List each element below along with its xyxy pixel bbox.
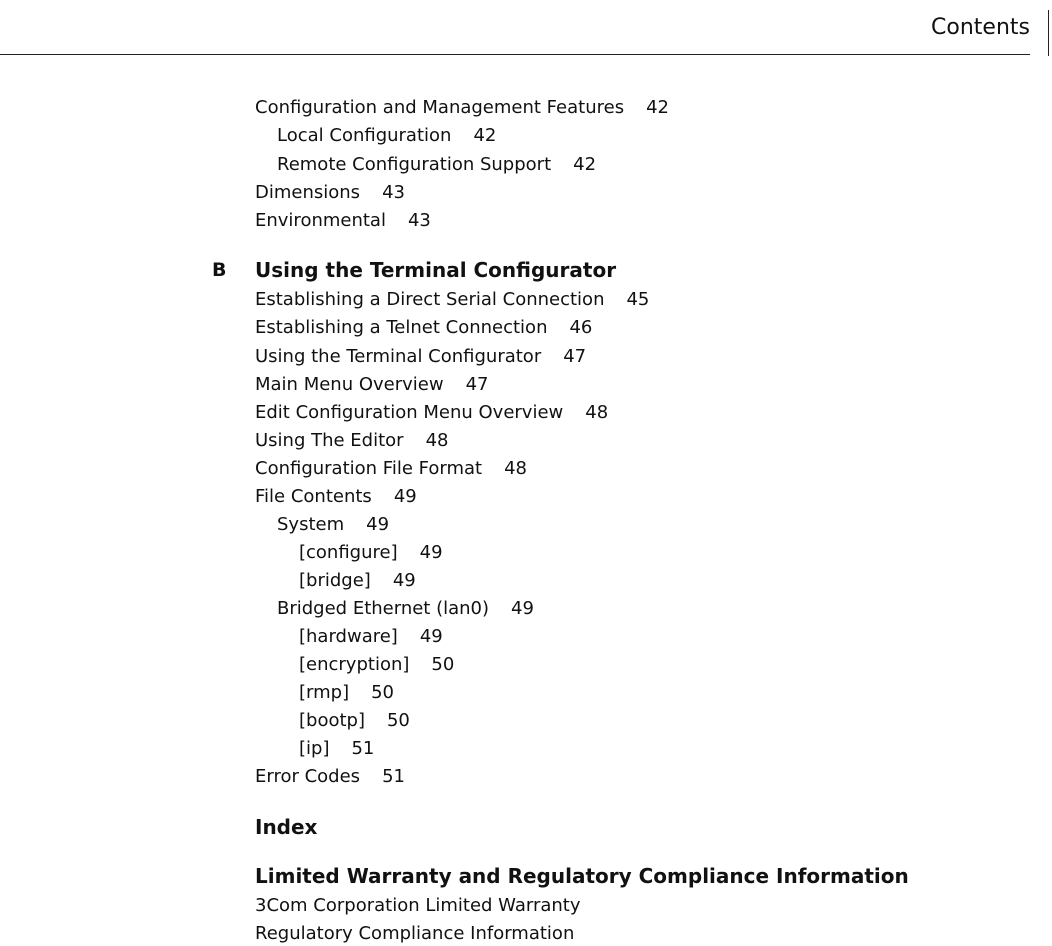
toc-entry-page: 49 bbox=[511, 598, 534, 619]
toc-entry-text: Edit Configuration Menu Overview bbox=[255, 402, 564, 423]
toc-entry-page: 43 bbox=[382, 182, 405, 203]
header-vertical-rule bbox=[1048, 10, 1049, 56]
toc-entry[interactable] bbox=[299, 737, 374, 761]
toc-entry-text: [bridge] bbox=[299, 570, 371, 591]
toc-entry[interactable] bbox=[299, 541, 443, 565]
toc-entry[interactable] bbox=[255, 288, 649, 312]
toc-entry-page: 48 bbox=[504, 458, 527, 479]
toc-entry[interactable] bbox=[255, 894, 581, 918]
appendix-title[interactable]: Using the Terminal Configurator bbox=[255, 258, 617, 282]
toc-entry-page: 43 bbox=[407, 210, 431, 231]
toc-entry-page: 46 bbox=[569, 317, 593, 338]
header-rule bbox=[0, 54, 1030, 55]
toc-entry[interactable] bbox=[255, 429, 449, 453]
toc-entry-text: Regulatory Compliance Information bbox=[255, 923, 575, 944]
toc-entry-page: 49 bbox=[393, 486, 417, 507]
toc-entry-text: Bridged Ethernet (lan0) bbox=[277, 598, 490, 619]
toc-entry-text: Establishing a Direct Serial Connection bbox=[255, 289, 605, 310]
toc-entry-text: Error Codes bbox=[255, 766, 361, 787]
toc-entry[interactable] bbox=[255, 316, 592, 340]
toc-entry[interactable] bbox=[255, 181, 405, 205]
toc-entry-text: Using The Editor bbox=[255, 430, 404, 451]
toc-entry-text: [configure] bbox=[299, 542, 398, 563]
toc-entry[interactable] bbox=[255, 457, 527, 481]
toc-entry[interactable] bbox=[255, 345, 586, 369]
toc-entry-text: Dimensions bbox=[255, 182, 361, 203]
toc-entry-page: 49 bbox=[366, 514, 390, 535]
toc-entry-page: 51 bbox=[351, 738, 375, 759]
toc-entry-text: [ip] bbox=[299, 738, 330, 759]
toc-entry[interactable] bbox=[255, 485, 417, 509]
toc-entry-page: 49 bbox=[392, 570, 416, 591]
toc-entry[interactable] bbox=[255, 209, 431, 233]
toc-entry-text: [bootp] bbox=[299, 710, 365, 731]
toc-entry-text: Environmental bbox=[255, 210, 386, 231]
toc-entry[interactable] bbox=[277, 124, 496, 148]
toc-entry-text: [encryption] bbox=[299, 654, 410, 675]
toc-entry-page: 47 bbox=[465, 374, 489, 395]
toc-entry-text: Establishing a Telnet Connection bbox=[255, 317, 548, 338]
toc-entry-page: 47 bbox=[563, 346, 587, 367]
page-header-title: Contents bbox=[931, 15, 1030, 40]
toc-entry-text: 3Com Corporation Limited Warranty bbox=[255, 895, 581, 916]
toc-entry-text: System bbox=[277, 514, 345, 535]
toc-entry[interactable] bbox=[299, 569, 416, 593]
toc-entry-text: Using the Terminal Configurator bbox=[255, 346, 542, 367]
toc-entry[interactable] bbox=[255, 401, 608, 425]
toc-entry-page: 42 bbox=[646, 97, 669, 118]
toc-entry-page: 42 bbox=[573, 154, 597, 175]
toc-entry-page: 50 bbox=[386, 710, 410, 731]
index-title[interactable]: Index bbox=[255, 815, 318, 839]
toc-entry-page: 50 bbox=[431, 654, 455, 675]
toc-entry-text: Main Menu Overview bbox=[255, 374, 444, 395]
toc-entry-page: 48 bbox=[425, 430, 449, 451]
toc-entry[interactable] bbox=[277, 153, 596, 177]
toc-entry[interactable] bbox=[277, 513, 389, 537]
toc-entry-page: 51 bbox=[382, 766, 405, 787]
toc-entry-page: 49 bbox=[419, 626, 443, 647]
toc-entry[interactable] bbox=[299, 709, 410, 733]
toc-entry-page: 42 bbox=[473, 125, 497, 146]
warranty-title[interactable]: Limited Warranty and Regulatory Compliance Information bbox=[255, 864, 909, 888]
toc-entry-text: File Contents bbox=[255, 486, 372, 507]
toc-entry[interactable] bbox=[299, 653, 454, 677]
toc-entry-page: 49 bbox=[419, 542, 443, 563]
toc-entry[interactable] bbox=[277, 597, 534, 621]
toc-entry-page: 45 bbox=[626, 289, 650, 310]
toc-entry-page: 50 bbox=[371, 682, 394, 703]
toc-entry-text: Configuration and Management Features bbox=[255, 97, 625, 118]
toc-entry-text: Remote Configuration Support bbox=[277, 154, 552, 175]
appendix-letter: B bbox=[212, 259, 227, 281]
toc-entry[interactable] bbox=[255, 373, 488, 397]
toc-entry-page: 48 bbox=[585, 402, 609, 423]
toc-entry-text: [hardware] bbox=[299, 626, 398, 647]
toc-entry[interactable] bbox=[299, 681, 394, 705]
toc-entry[interactable] bbox=[255, 922, 574, 946]
toc-entry-text: [rmp] bbox=[299, 682, 350, 703]
toc-entry[interactable] bbox=[299, 625, 443, 649]
toc-entry[interactable] bbox=[255, 96, 669, 120]
toc-entry-text: Configuration File Format bbox=[255, 458, 483, 479]
toc-entry[interactable] bbox=[255, 765, 405, 789]
toc-entry-text: Local Configuration bbox=[277, 125, 452, 146]
